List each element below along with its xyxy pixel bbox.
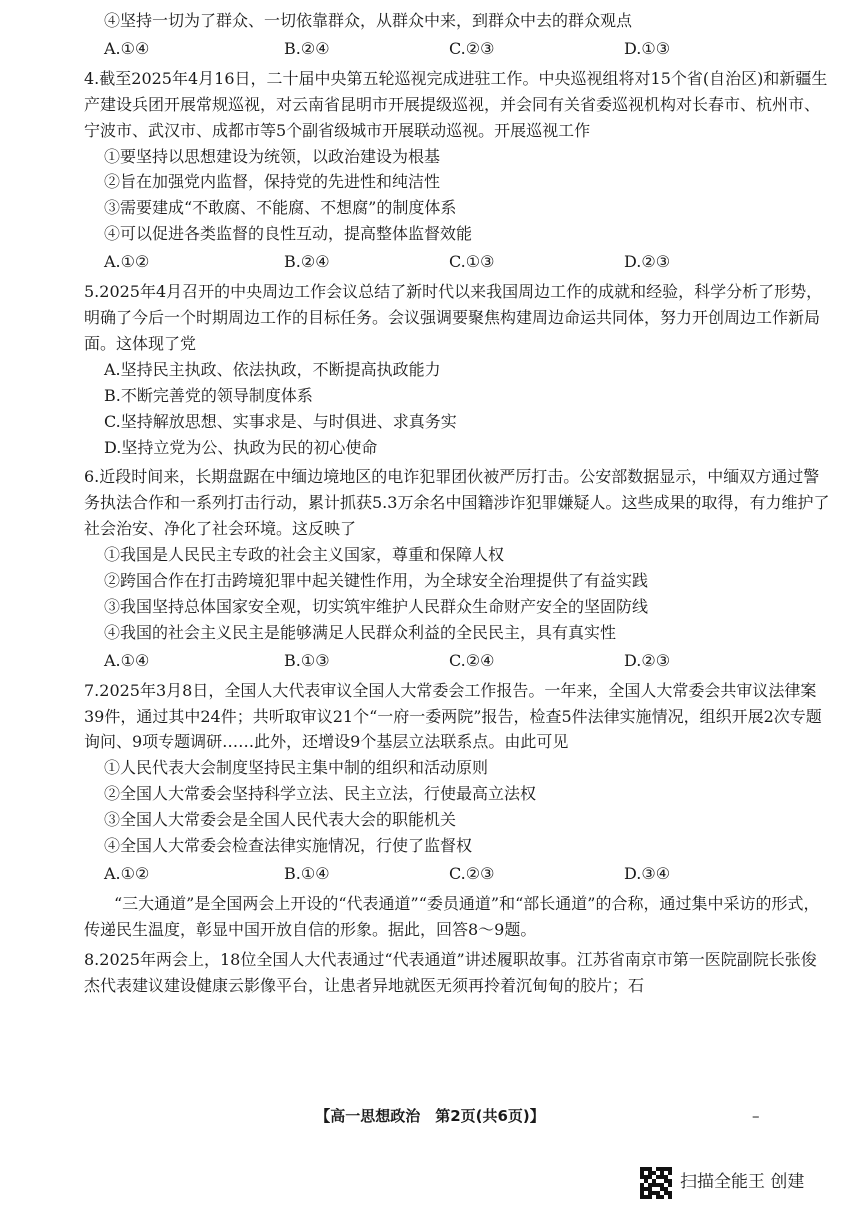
choice-a: A.①② xyxy=(104,252,150,272)
choice-c: C.坚持解放思想、实事求是、与时俱进、求真务实 xyxy=(104,411,457,431)
statement-1: ①人民代表大会制度坚持民主集中制的组织和活动原则 xyxy=(104,758,489,778)
statement-3: ③全国人大常委会是全国人民代表大会的职能机关 xyxy=(104,810,457,830)
prev-option-4: ④坚持一切为了群众、一切依靠群众，从群众中来，到群众中去的群众观点 xyxy=(104,11,633,30)
answer-choices xyxy=(104,648,832,674)
qr-code-icon xyxy=(640,1167,672,1199)
question-7 xyxy=(84,678,832,887)
choice-a: A.①④ xyxy=(104,650,150,670)
choice-b: B.②④ xyxy=(284,38,330,58)
choice-b: B.①③ xyxy=(284,650,330,670)
statement-2: ②全国人大常委会坚持科学立法、民主立法，行使最高立法权 xyxy=(104,784,537,804)
page-footer: 【高一思想政治 第2页(共6页)】 xyxy=(315,1107,545,1125)
question-8 xyxy=(84,947,832,999)
choice-c: C.①③ xyxy=(449,252,495,272)
statement-2: ②跨国合作在打击跨境犯罪中起关键性作用，为全球安全治理提供了有益实践 xyxy=(104,571,649,591)
statement-1: ①我国是人民民主专政的社会主义国家，尊重和保障人权 xyxy=(104,545,505,565)
reading-material: “三大通道”是全国两会上开设的“代表通道”“委员通道”和“部长通道”的合称，通过集中采访的形式，传递民生温度，彰显中国开放自信的形象。据此，回答8～9题。 xyxy=(84,893,820,939)
choice-a: A.①② xyxy=(104,864,150,883)
choice-b: B.②④ xyxy=(284,252,330,272)
question-stem: 4.截至2025年4月16日，二十届中央第五轮巡视完成进驻工作。中央巡视组将对15个省(自治区)和新疆生产建设兵团开展常规巡视，对云南省昆明市开展提级巡视，并会同有关省委巡视机构对长春市、杭州市、宁波市、武汉市、成都市等5个副省级城市开展联动巡视。开展巡视工作 xyxy=(84,68,828,140)
watermark-text: 扫描全能王 创建 xyxy=(680,1172,805,1193)
question-6 xyxy=(84,464,832,673)
choice-b: B.不断完善党的领导制度体系 xyxy=(104,385,313,405)
question-4 xyxy=(84,66,832,275)
scanner-watermark xyxy=(640,1166,850,1200)
question-stem: 6.近段时间来，长期盘踞在中缅边境地区的电诈犯罪团伙被严厉打击。公安部数据显示，中缅双方通过警务执法合作和一系列打击行动，累计抓获5.3万余名中国籍涉诈犯罪嫌疑人。这些成果的取得，有力维护了社会治安、净化了社会环境。这反映了 xyxy=(84,467,830,539)
choice-a: A.①④ xyxy=(104,38,150,58)
choice-d: D.②③ xyxy=(624,252,671,272)
question-stem: 5.2025年4月召开的中央周边工作会议总结了新时代以来我国周边工作的成就和经验，科学分析了形势，明确了今后一个时期周边工作的目标任务。会议强调要聚焦构建周边命运共同体，努力开创周边工作新局面。这体现了党 xyxy=(84,282,823,353)
answer-choices xyxy=(104,861,832,887)
statement-3: ③我国坚持总体国家安全观，切实筑牢维护人民群众生命财产安全的坚固防线 xyxy=(104,596,649,616)
choice-a: A.坚持民主执政、依法执政，不断提高执政能力 xyxy=(104,359,441,379)
footer-dash: – xyxy=(752,1107,760,1125)
statement-2: ②旨在加强党内监督，保持党的先进性和纯洁性 xyxy=(104,172,441,192)
exam-page xyxy=(84,8,832,999)
statement-4: ④全国人大常委会检查法律实施情况，行使了监督权 xyxy=(104,836,473,856)
question-stem: 7.2025年3月8日，全国人大代表审议全国人大常委会工作报告。一年来，全国人大常委会共审议法律案39件，通过其中24件；共听取审议21个“一府一委两院”报告，检查5件法律实施情况，组织开展2次专题询问、9项专题调研……此外，还增设9个基层立法联系点。由此可见 xyxy=(84,680,822,752)
statement-4: ④我国的社会主义民主是能够满足人民群众利益的全民民主，具有真实性 xyxy=(104,622,617,642)
question-5 xyxy=(84,279,832,460)
choice-b: B.①④ xyxy=(284,864,330,883)
choice-d: D.坚持立党为公、执政为民的初心使命 xyxy=(104,437,378,457)
choice-d: D.①③ xyxy=(624,38,671,58)
choice-d: D.②③ xyxy=(624,650,671,670)
answer-choices xyxy=(104,249,832,275)
statement-4: ④可以促进各类监督的良性互动，提高整体监督效能 xyxy=(104,224,473,244)
choice-c: C.②③ xyxy=(449,38,495,58)
prev-question-tail xyxy=(104,8,832,62)
choice-c: C.②③ xyxy=(449,864,495,883)
question-stem: 8.2025年两会上，18位全国人大代表通过“代表通道”讲述履职故事。江苏省南京市第一医院副院长张俊杰代表建议建设健康云影像平台，让患者异地就医无须再拎着沉甸甸的胶片；石 xyxy=(84,949,817,995)
prev-choices xyxy=(104,36,832,62)
choice-c: C.②④ xyxy=(449,650,495,670)
statement-1: ①要坚持以思想建设为统领，以政治建设为根基 xyxy=(104,146,441,166)
statement-3: ③需要建成“不敢腐、不能腐、不想腐”的制度体系 xyxy=(104,198,457,218)
choice-d: D.③④ xyxy=(624,864,671,883)
